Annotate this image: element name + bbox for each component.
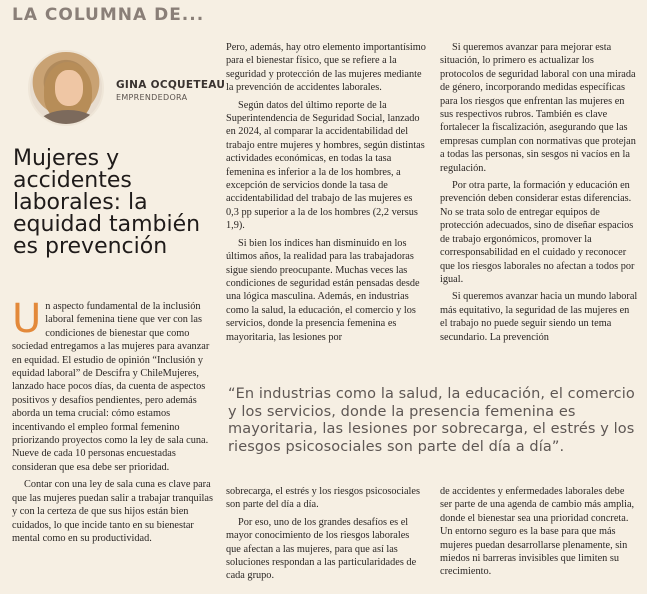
article-column-3 [440,41,638,348]
pull-quote: “En industrias como la salud, la educación, el comercio y los servicios, donde la presencia femenina es mayoritaria, las lesiones por sobrecarga, el estrés y los riesgos psicosociales son parte del día a día”. [228,386,635,455]
paragraph: Pero, además, hay otro elemento importantísimo para el bienestar físico, que se refiere a la seguridad y protección de las mujeres mediante la prevención de accidentes laborales. [226,42,426,94]
paragraph: Si queremos avanzar para mejorar esta situación, lo primero es actualizar los protocolos de seguridad laboral con una mirada de género, incorporando medidas específicas para los riesgos que enfrentan las mujeres en sus respectivos rubros. También es clave fortalecer la fiscalización, asegurando que las empresas cumplan con normativas que protejan a todas las personas, sin sesgos ni vacíos en la regulación. [440,42,636,174]
article-column-2 [226,41,426,348]
paragraph: Si bien los índices han disminuido en los últimos años, la realidad para las trabajadoras sigue siendo preocupante. Muchas veces las condiciones de seguridad están pensadas desde una lógica masculina. Además, en industrias como la salud, la educación, el comercio y los servicios, donde la presencia femenina es mayoritaria, las lesiones por [226,237,420,343]
paragraph: Contar con una ley de sala cuna es clave para que las mujeres puedan salir a trabajar tranquilas y con la certeza de que sus hijos están bien cuidados, lo que incide tanto en su bienestar mental como en su productividad. [12,479,213,544]
author-role: EMPRENDEDORA [116,93,188,102]
author-name: GINA OCQUETEAU [116,79,226,91]
paragraph-text: n aspecto fundamental de la inclusión laboral femenina tiene que ver con las condiciones de bienestar que como sociedad entregamos a las mujeres para avanzar en equidad. El estudio de opinión “Inclusión y equidad laboral” de Descifra y ChileMujeres, lanzado hace pocos días, da cuenta de aspectos positivos y desafíos pendientes, pero además aborda un tema crucial: cómo estamos incentivando el empleo formal femenino priorizando proyectos como la ley de sala cuna. Nueve de cada 10 personas encuestadas consideran que esa debe ser prioridad. [12,301,210,473]
article-column-2-continued [226,485,426,587]
paragraph [12,296,215,474]
paragraph: sobrecarga, el estrés y los riesgos psicosociales son parte del día a día. [226,486,420,511]
author-photo [28,50,104,126]
paragraph: de accidentes y enfermedades laborales debe ser parte de una agenda de cambio más amplia, donde el bienestar sea una prioridad concreta. Un entorno seguro es la base para que más mujeres puedan desarrollarse plenamente, sin miedos ni barreras invisibles que limiten su crecimiento. [440,486,635,578]
drop-cap: U [12,296,42,342]
paragraph: Según datos del último reporte de la Superintendencia de Seguridad Social, lanzado en 2024, al comparar la accidentabilidad del trabajo entre mujeres y hombres, según distintas actividades económicas, en todas la tasa femenina es inferior a la de los hombres, a excepción de servicios donde la tasa de accidentabilidad del trabajo de las mujeres es 0,3 pp superior a la de los hombres (2,2 versus 1,9). [226,99,425,232]
author-photo-face [55,70,83,106]
article-column-1 [12,296,215,549]
section-header: LA COLUMNA DE... [12,5,205,25]
author-photo-shoulders [38,110,98,126]
article-column-3-continued [440,485,638,583]
paragraph: Por otra parte, la formación y educación en prevención deben considerar estas diferencias. No se trata solo de entregar equipos de protección adecuados, sino de diseñar espacios de trabajo ergonómicos, promover la corresponsabilidad en el cuidado y reconocer que los riesgos laborales no afectan a todos por igual. [440,180,635,285]
article-headline: Mujeres y accidentes laborales: la equidad también es prevención [13,146,201,259]
paragraph: Si queremos avanzar hacia un mundo laboral más equitativo, la seguridad de las mujeres en el trabajo no puede seguir siendo un tema secundario. La prevención [440,291,638,343]
paragraph: Por eso, uno de los grandes desafíos es el mayor conocimiento de los riesgos laborales que afectan a las mujeres, para que así las soluciones respondan a las particularidades de cada grupo. [226,516,417,582]
